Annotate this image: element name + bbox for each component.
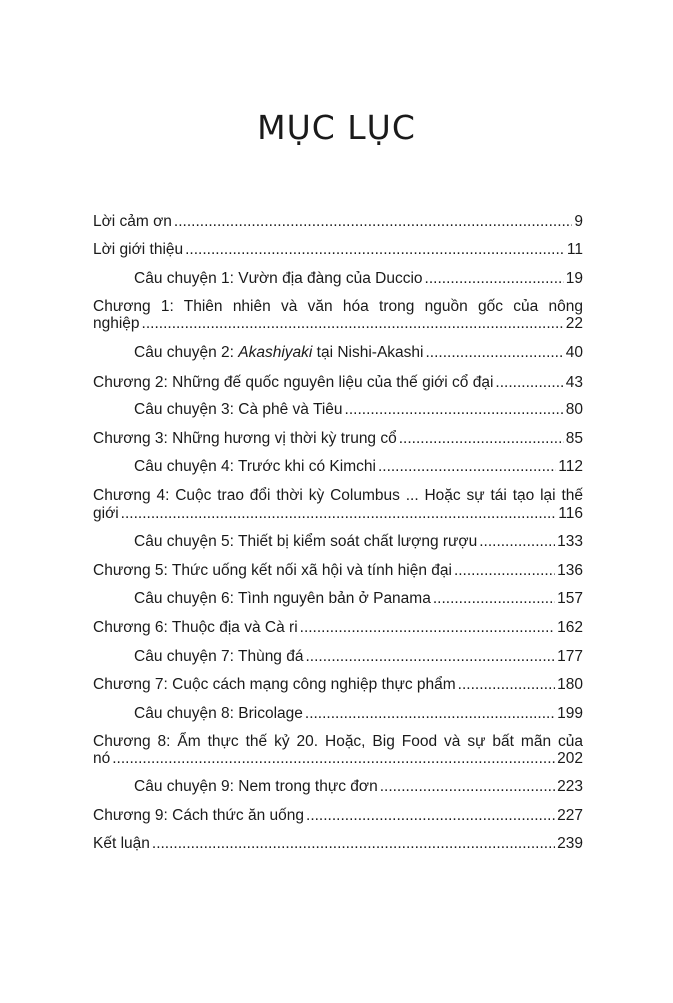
toc-entry-story-7[interactable]	[134, 648, 583, 666]
dot-leader	[300, 619, 555, 637]
toc-entry-title: Chương 9: Cách thức ăn uống	[93, 807, 305, 824]
toc-entry-story-2[interactable]	[134, 344, 583, 362]
toc-entry-title: nghiệp	[93, 315, 140, 332]
toc-page-number: 199	[557, 705, 583, 722]
dot-leader	[185, 241, 565, 259]
toc-entry-chapter-9[interactable]	[93, 807, 583, 825]
toc-entry-title: Câu chuyện 7: Thùng đá	[134, 648, 304, 665]
dot-leader	[425, 270, 564, 288]
toc-page-number: 19	[565, 270, 583, 287]
toc-entry-title: Câu chuyện 2: Akashiyaki tại Nishi-Akashi	[134, 344, 424, 361]
toc-entry-chapter-1-line1[interactable]: Chương 1: Thiên nhiên và văn hóa trong nguồn gốc của nông	[93, 298, 583, 315]
toc-entry-story-3[interactable]	[134, 401, 583, 419]
page-title: MỤC LỤC	[257, 108, 416, 147]
dot-leader	[174, 213, 572, 231]
toc-entry-story-8[interactable]	[134, 705, 583, 723]
toc-page-number: 22	[565, 315, 583, 332]
toc-page-number: 80	[565, 401, 583, 418]
toc-entry-conclusion[interactable]	[93, 835, 583, 853]
toc-page-number: 223	[557, 778, 583, 795]
toc-entry-title: Câu chuyện 4: Trước khi có Kimchi	[134, 458, 376, 475]
toc-entry-story-6[interactable]	[134, 590, 583, 608]
toc-entry-introduction[interactable]	[93, 241, 583, 259]
toc-entry-title: Chương 6: Thuộc địa và Cà ri	[93, 619, 298, 636]
toc-entry-title: Lời giới thiệu	[93, 241, 184, 258]
toc-page-number: 116	[558, 505, 583, 522]
toc-page-number: 112	[558, 458, 583, 475]
toc-entry-title: Kết luận	[93, 835, 150, 852]
dot-leader	[458, 676, 555, 694]
dot-leader	[306, 807, 555, 825]
dot-leader	[345, 401, 564, 419]
toc-entry-chapter-3[interactable]	[93, 430, 583, 448]
toc-entry-chapter-5[interactable]	[93, 562, 583, 580]
toc-page-number: 177	[557, 648, 583, 665]
toc-page-number: 180	[557, 676, 583, 693]
toc-page-number: 227	[557, 807, 583, 824]
toc-entry-title: Câu chuyện 6: Tình nguyên bản ở Panama	[134, 590, 431, 607]
toc-entry-title: Câu chuyện 8: Bricolage	[134, 705, 303, 722]
toc-entry-acknowledgements[interactable]	[93, 213, 583, 231]
toc-page-number: 11	[566, 241, 583, 258]
dot-leader	[399, 430, 564, 448]
toc-page-number: 202	[557, 750, 583, 767]
toc-entry-title: Câu chuyện 3: Cà phê và Tiêu	[134, 401, 343, 418]
toc-entry-title: Chương 7: Cuộc cách mạng công nghiệp thực phẩm	[93, 676, 456, 693]
toc-entry-chapter-8[interactable]	[93, 750, 583, 768]
dot-leader	[433, 590, 555, 608]
toc-entry-title: nó	[93, 750, 111, 767]
toc-entry-title: Chương 5: Thức uống kết nối xã hội và tính hiện đại	[93, 562, 452, 579]
dot-leader	[305, 648, 555, 666]
dot-leader	[380, 778, 555, 796]
toc-page-number: 157	[557, 590, 583, 607]
dot-leader	[454, 562, 555, 580]
toc-entry-chapter-6[interactable]	[93, 619, 583, 637]
dot-leader	[121, 505, 557, 523]
toc-entry-title: Câu chuyện 9: Nem trong thực đơn	[134, 778, 378, 795]
toc-page-number: 85	[565, 430, 583, 447]
toc-entry-chapter-4[interactable]	[93, 505, 583, 523]
toc-entry-story-4[interactable]	[134, 458, 583, 476]
toc-entry-chapter-7[interactable]	[93, 676, 583, 694]
dot-leader	[479, 533, 555, 551]
toc-entry-title: Câu chuyện 1: Vườn địa đàng của Duccio	[134, 270, 423, 287]
toc-page-number: 239	[557, 835, 583, 852]
toc-page-number: 133	[557, 533, 583, 550]
dot-leader	[378, 458, 556, 476]
toc-entry-chapter-2[interactable]	[93, 374, 583, 392]
dot-leader	[425, 344, 563, 362]
toc-entry-story-5[interactable]	[134, 533, 583, 551]
toc-entry-title: Chương 3: Những hương vị thời kỳ trung cổ	[93, 430, 397, 447]
toc-entry-chapter-4-line1[interactable]: Chương 4: Cuộc trao đổi thời kỳ Columbus ... Hoặc sự tái tạo lại thế	[93, 487, 583, 504]
dot-leader	[112, 750, 555, 768]
dot-leader	[152, 835, 555, 853]
dot-leader	[495, 374, 563, 392]
toc-entry-title: Lời cảm ơn	[93, 213, 172, 230]
toc-entry-chapter-8-line1[interactable]: Chương 8: Ẩm thực thế kỷ 20. Hoặc, Big Food và sự bất mãn của	[93, 733, 583, 750]
toc-entry-title: Câu chuyện 5: Thiết bị kiểm soát chất lượng rượu	[134, 533, 478, 550]
dot-leader	[142, 315, 564, 333]
toc-page-number: 9	[574, 213, 583, 230]
toc-entry-title: giới	[93, 505, 119, 522]
toc-page-number: 136	[557, 562, 583, 579]
toc-entry-chapter-1[interactable]	[93, 315, 583, 333]
toc-page-number: 40	[565, 344, 583, 361]
toc-entry-story-9[interactable]	[134, 778, 583, 796]
toc-entry-story-1[interactable]	[134, 270, 583, 288]
dot-leader	[305, 705, 555, 723]
toc-page-number: 162	[557, 619, 583, 636]
toc-page-number: 43	[565, 374, 583, 391]
toc-entry-title: Chương 2: Những đế quốc nguyên liệu của thế giới cổ đại	[93, 374, 494, 391]
